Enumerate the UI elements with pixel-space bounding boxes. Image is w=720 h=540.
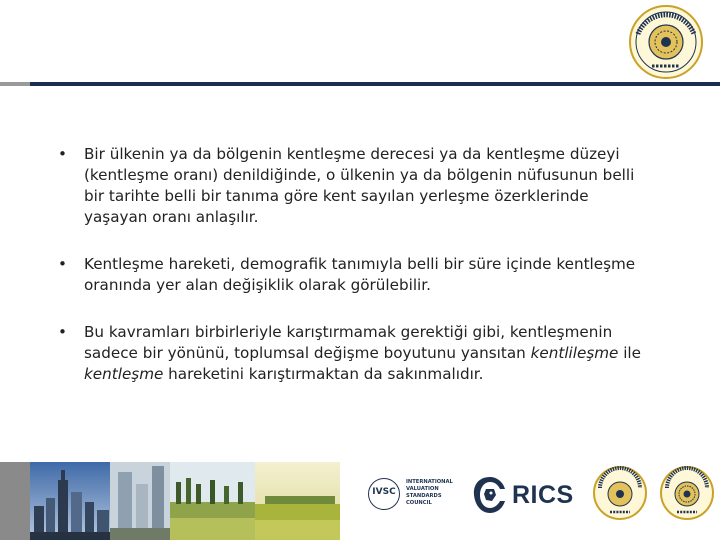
bullet-text-part: hareketini karıştırmaktan da sakınmalıdır. [163,365,484,383]
italic-term: kentleşme [84,365,164,383]
field-sunset-photo [255,462,340,540]
rics-logo [470,472,580,518]
rics-lion-icon [470,474,510,516]
bullet-dot-icon: • [58,145,67,163]
tower-photo [110,462,170,540]
header-divider [0,82,720,86]
bullet-text [84,323,641,383]
bullet-dot-icon: • [58,323,67,341]
ivsc-name [406,479,466,507]
ivsc-logo [368,478,460,512]
italic-term: kentlileşme [530,344,619,362]
ivsc-name-line: INTERNATIONAL [406,479,453,485]
bullet-text: Kentleşme hareketi, demografik tanımıyla belli bir süre içinde kentleşme oranında yer alan değişiklik olarak görülebilir. [84,255,636,294]
bullet-item-3 [56,322,656,385]
ivsc-mark: IVSC [372,487,396,497]
university-seal-icon [592,464,648,522]
bullet-text: Bir ülkenin ya da bölgenin kentleşme derecesi ya da kentleşme düzeyi (kentleşme oranı) denildiğinde, o ülkenin ya da bölgenin nüfusunun belli bir tarihte belli bir tanıma göre kent sayılan yerleşme özerklerinde yaşayan oranı anlaşılır. [84,145,635,226]
footer-banner [0,462,720,540]
bullet-list [56,144,656,411]
bullet-text-part: ile [618,344,641,362]
ivsc-name-line: COUNCIL [406,500,432,506]
ivsc-name-line: STANDARDS [406,493,442,499]
bullet-item-2 [56,254,656,296]
ivsc-name-line: VALUATION [406,486,439,492]
rics-wordmark: RICS [512,481,574,509]
footer-accent-bar [0,462,30,540]
bullet-dot-icon: • [58,255,67,273]
header-divider-accent [0,82,30,86]
countryside-photo [170,462,255,540]
bullet-text-part: Bu kavramları birbirleriyle karıştırmamak gerektiği gibi, kentleşmenin sadece bir yönünü, toplumsal değişme boyutunu yansıtan [84,323,613,362]
ankara-university-seal-icon [659,464,715,522]
bullet-item-1 [56,144,656,228]
ankara-university-seal-logo [626,4,706,80]
city-skyline-photo [30,462,110,540]
